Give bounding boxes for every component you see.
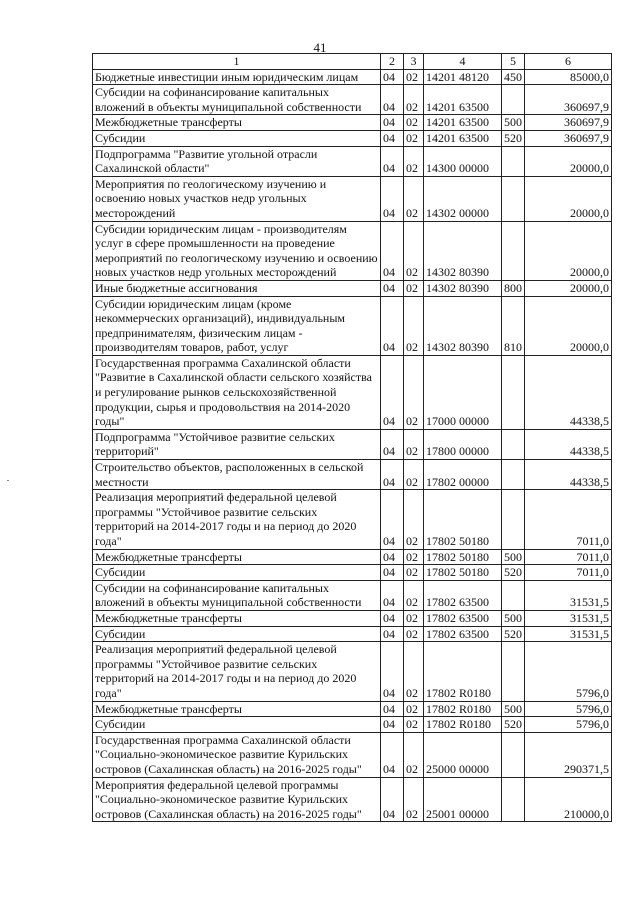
column-header: 3: [404, 54, 424, 70]
row-name: Мероприятия по геологическому изучению и освоению новых участков недр угольных месторождений: [93, 176, 381, 221]
row-target-code: 14201 48120: [424, 69, 502, 85]
table-row: [93, 777, 612, 822]
row-subsection: 02: [404, 642, 424, 701]
row-name: Субсидии: [93, 130, 381, 146]
row-amount: 20000,0: [525, 296, 612, 355]
table-row: [93, 355, 612, 429]
table-row: [93, 732, 612, 777]
row-target-code: 14201 63500: [424, 130, 502, 146]
row-target-code: 14201 63500: [424, 85, 502, 115]
row-section: 04: [381, 610, 404, 626]
row-name: Иные бюджетные ассигнования: [93, 280, 381, 296]
row-amount: 20000,0: [525, 280, 612, 296]
row-amount: 44338,5: [525, 355, 612, 429]
table-header-row: [93, 54, 612, 70]
row-expense-type: [502, 642, 525, 701]
table-row: [93, 280, 612, 296]
row-amount: 44338,5: [525, 429, 612, 459]
table-row: [93, 565, 612, 581]
row-section: 04: [381, 642, 404, 701]
row-amount: 31531,5: [525, 626, 612, 642]
row-amount: 20000,0: [525, 176, 612, 221]
row-amount: 44338,5: [525, 460, 612, 490]
row-target-code: 17800 00000: [424, 429, 502, 459]
row-target-code: 17802 63500: [424, 580, 502, 610]
row-expense-type: [502, 355, 525, 429]
row-expense-type: [502, 777, 525, 822]
row-expense-type: 520: [502, 626, 525, 642]
row-target-code: 17802 63500: [424, 626, 502, 642]
row-name: Субсидии юридическим лицам (кроме некоммерческих организаций), индивидуальным предпринимателям, физическим лицам - производителям товаров, работ, услуг: [93, 296, 381, 355]
table-row: [93, 115, 612, 131]
row-name: Субсидии: [93, 717, 381, 733]
table-row: [93, 69, 612, 85]
row-section: 04: [381, 221, 404, 280]
row-target-code: 14302 80390: [424, 221, 502, 280]
row-expense-type: 500: [502, 115, 525, 131]
row-section: 04: [381, 115, 404, 131]
table-row: [93, 610, 612, 626]
row-name: Государственная программа Сахалинской области "Социально-экономическое развитие Курильских островов (Сахалинская область) на 2016-2025 годы": [93, 732, 381, 777]
row-subsection: 02: [404, 146, 424, 176]
row-amount: 7011,0: [525, 490, 612, 549]
table-row: [93, 701, 612, 717]
row-target-code: 25000 00000: [424, 732, 502, 777]
row-section: 04: [381, 490, 404, 549]
row-name: Подпрограмма "Развитие угольной отрасли Сахалинской области": [93, 146, 381, 176]
page-number: 41: [313, 40, 327, 55]
row-name: Субсидии на софинансирование капитальных вложений в объекты муниципальной собственности: [93, 85, 381, 115]
row-section: 04: [381, 355, 404, 429]
row-target-code: 17000 00000: [424, 355, 502, 429]
row-amount: 7011,0: [525, 565, 612, 581]
row-target-code: 17802 50180: [424, 490, 502, 549]
table-row: [93, 717, 612, 733]
row-section: 04: [381, 565, 404, 581]
table-row: [93, 85, 612, 115]
row-subsection: 02: [404, 549, 424, 565]
row-section: 04: [381, 626, 404, 642]
row-subsection: 02: [404, 280, 424, 296]
row-subsection: 02: [404, 610, 424, 626]
row-amount: 5796,0: [525, 642, 612, 701]
row-target-code: 17802 R0180: [424, 642, 502, 701]
row-section: 04: [381, 130, 404, 146]
row-subsection: 02: [404, 176, 424, 221]
row-amount: 85000,0: [525, 69, 612, 85]
row-name: Мероприятия федеральной целевой программы "Социально-экономическое развитие Курильских островов (Сахалинская область) на 2016-2025 годы": [93, 777, 381, 822]
row-expense-type: 520: [502, 130, 525, 146]
row-section: 04: [381, 549, 404, 565]
row-name: Реализация мероприятий федеральной целевой программы "Устойчивое развитие сельских территорий на 2014-2017 годы и на период до 2020 года": [93, 490, 381, 549]
table-row: [93, 176, 612, 221]
row-name: Государственная программа Сахалинской области "Развитие в Сахалинской области сельского хозяйства и регулирование рынков сельскохозяйственной продукции, сырья и продовольствия на 2014-2020 годы": [93, 355, 381, 429]
table-row: [93, 642, 612, 701]
row-name: Субсидии на софинансирование капитальных вложений в объекты муниципальной собственности: [93, 580, 381, 610]
row-subsection: 02: [404, 701, 424, 717]
row-subsection: 02: [404, 580, 424, 610]
row-expense-type: [502, 732, 525, 777]
row-name: Строительство объектов, расположенных в сельской местности: [93, 460, 381, 490]
row-section: 04: [381, 296, 404, 355]
row-target-code: 17802 50180: [424, 565, 502, 581]
budget-table: [92, 53, 612, 822]
row-target-code: 14302 80390: [424, 280, 502, 296]
row-expense-type: 450: [502, 69, 525, 85]
row-subsection: 02: [404, 717, 424, 733]
row-subsection: 02: [404, 429, 424, 459]
row-section: 04: [381, 176, 404, 221]
column-header: 5: [502, 54, 525, 70]
row-target-code: 14201 63500: [424, 115, 502, 131]
row-expense-type: 500: [502, 610, 525, 626]
row-section: 04: [381, 280, 404, 296]
scan-mark: [7, 480, 9, 481]
column-header: 6: [525, 54, 612, 70]
row-expense-type: 500: [502, 549, 525, 565]
row-target-code: 14300 00000: [424, 146, 502, 176]
row-target-code: 14302 80390: [424, 296, 502, 355]
table-body: [93, 69, 612, 822]
row-name: Субсидии: [93, 626, 381, 642]
row-subsection: 02: [404, 565, 424, 581]
row-expense-type: [502, 146, 525, 176]
row-expense-type: [502, 176, 525, 221]
row-subsection: 02: [404, 130, 424, 146]
row-subsection: 02: [404, 69, 424, 85]
row-section: 04: [381, 429, 404, 459]
row-section: 04: [381, 580, 404, 610]
row-subsection: 02: [404, 85, 424, 115]
row-name: Бюджетные инвестиции иным юридическим лицам: [93, 69, 381, 85]
row-name: Подпрограмма "Устойчивое развитие сельских территорий": [93, 429, 381, 459]
table-row: [93, 221, 612, 280]
row-name: Межбюджетные трансферты: [93, 701, 381, 717]
table-row: [93, 130, 612, 146]
table-row: [93, 146, 612, 176]
row-amount: 20000,0: [525, 146, 612, 176]
row-subsection: 02: [404, 355, 424, 429]
row-amount: 31531,5: [525, 580, 612, 610]
row-amount: 5796,0: [525, 701, 612, 717]
row-name: Межбюджетные трансферты: [93, 115, 381, 131]
row-amount: 290371,5: [525, 732, 612, 777]
row-subsection: 02: [404, 221, 424, 280]
row-subsection: 02: [404, 732, 424, 777]
table-row: [93, 580, 612, 610]
row-name: Субсидии: [93, 565, 381, 581]
row-target-code: 17802 R0180: [424, 701, 502, 717]
row-amount: 360697,9: [525, 130, 612, 146]
row-section: 04: [381, 777, 404, 822]
row-subsection: 02: [404, 460, 424, 490]
row-subsection: 02: [404, 777, 424, 822]
row-section: 04: [381, 146, 404, 176]
row-expense-type: [502, 85, 525, 115]
row-subsection: 02: [404, 296, 424, 355]
row-section: 04: [381, 732, 404, 777]
row-subsection: 02: [404, 115, 424, 131]
row-name: Межбюджетные трансферты: [93, 549, 381, 565]
row-section: 04: [381, 460, 404, 490]
row-expense-type: [502, 221, 525, 280]
table-row: [93, 626, 612, 642]
row-amount: 210000,0: [525, 777, 612, 822]
row-expense-type: [502, 429, 525, 459]
row-amount: 5796,0: [525, 717, 612, 733]
table-row: [93, 296, 612, 355]
column-header: 1: [93, 54, 381, 70]
row-amount: 31531,5: [525, 610, 612, 626]
row-expense-type: 800: [502, 280, 525, 296]
row-expense-type: 500: [502, 701, 525, 717]
row-target-code: 25001 00000: [424, 777, 502, 822]
table-row: [93, 490, 612, 549]
row-name: Межбюджетные трансферты: [93, 610, 381, 626]
row-target-code: 17802 50180: [424, 549, 502, 565]
row-target-code: 17802 00000: [424, 460, 502, 490]
row-section: 04: [381, 701, 404, 717]
table-row: [93, 429, 612, 459]
row-subsection: 02: [404, 626, 424, 642]
row-expense-type: [502, 580, 525, 610]
row-amount: 360697,9: [525, 115, 612, 131]
row-expense-type: 810: [502, 296, 525, 355]
table-row: [93, 460, 612, 490]
row-section: 04: [381, 717, 404, 733]
row-amount: 360697,9: [525, 85, 612, 115]
row-amount: 20000,0: [525, 221, 612, 280]
row-name: Реализация мероприятий федеральной целевой программы "Устойчивое развитие сельских территорий на 2014-2017 годы и на период до 2020 года": [93, 642, 381, 701]
row-expense-type: 520: [502, 565, 525, 581]
row-subsection: 02: [404, 490, 424, 549]
row-target-code: 17802 R0180: [424, 717, 502, 733]
column-header: 4: [424, 54, 502, 70]
column-header: 2: [381, 54, 404, 70]
table-row: [93, 549, 612, 565]
row-section: 04: [381, 85, 404, 115]
row-expense-type: [502, 460, 525, 490]
row-target-code: 14302 00000: [424, 176, 502, 221]
row-expense-type: 520: [502, 717, 525, 733]
row-amount: 7011,0: [525, 549, 612, 565]
row-target-code: 17802 63500: [424, 610, 502, 626]
row-name: Субсидии юридическим лицам - производителям услуг в сфере промышленности на проведение мероприятий по геологическому изучению и освоению новых участков недр угольных месторождений: [93, 221, 381, 280]
row-section: 04: [381, 69, 404, 85]
row-expense-type: [502, 490, 525, 549]
